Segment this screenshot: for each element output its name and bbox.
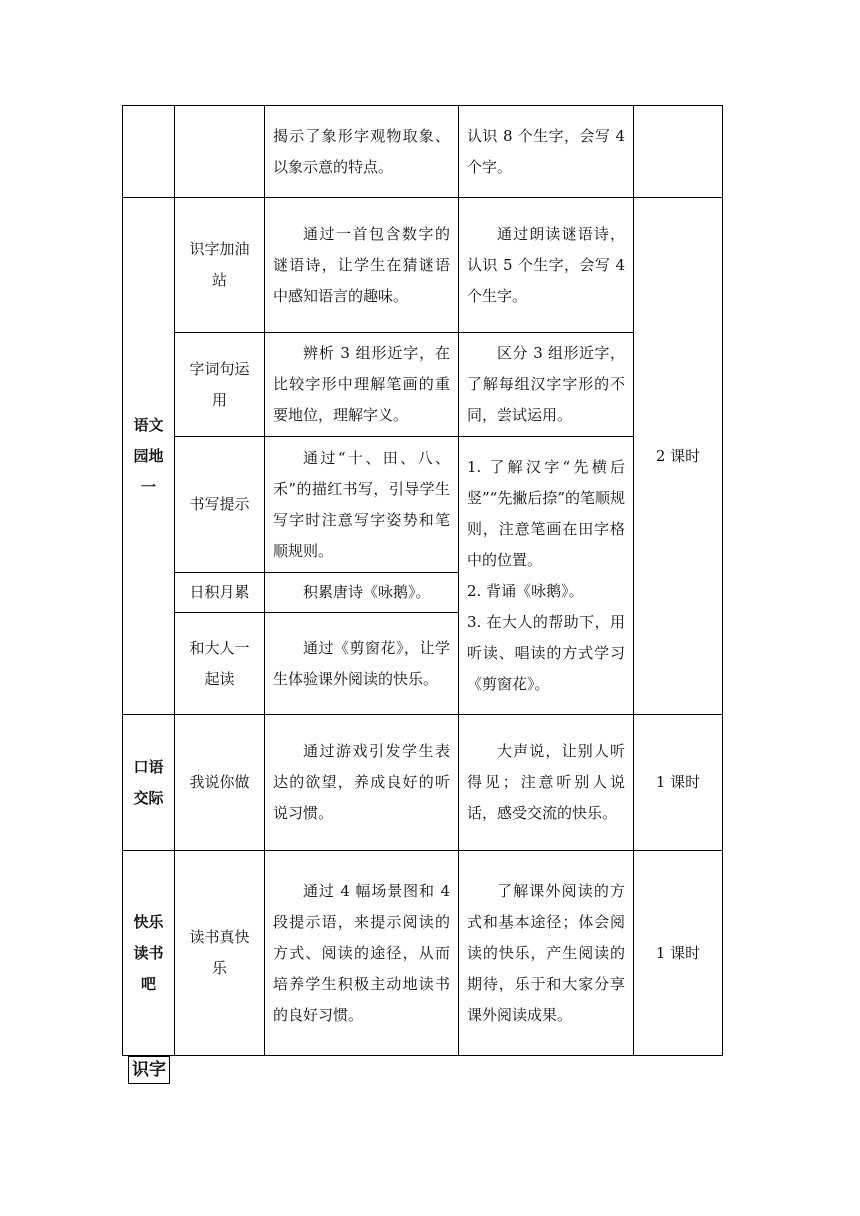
- hours-cell: 1 课时: [634, 715, 723, 851]
- empty-cell: [634, 106, 723, 198]
- sub-item-name: 读书真快乐: [175, 851, 265, 1056]
- objective-cell: 区分 3 组形近字，了解每组汉字字形的不同，尝试运用。: [459, 333, 634, 437]
- table-row: [123, 106, 723, 198]
- table-row: [123, 333, 723, 437]
- sub-item-name: 书写提示: [175, 437, 265, 573]
- goal-cell: 辨析 3 组形近字，在比较字形中理解笔画的重要地位，理解字义。: [265, 333, 459, 437]
- goal-cell: 通过《剪窗花》，让学生体验课外阅读的快乐。: [265, 613, 459, 715]
- table-row: [123, 437, 723, 573]
- table-row: [123, 715, 723, 851]
- table-row: [123, 198, 723, 333]
- objective-line: 1. 了解汉字“先横后竖”“先撇后捺”的笔顺规则，注意笔画在田字格中的位置。: [467, 457, 626, 569]
- goal-cell: 通过“十、田、八、禾”的描红书写，引导学生写字时注意写字姿势和笔顺规则。: [265, 437, 459, 573]
- table-row: [123, 851, 723, 1056]
- objective-cell: 通过朗读谜语诗，认识 5 个生字，会写 4 个生字。: [459, 198, 634, 333]
- sub-item-name: 识字加油站: [175, 198, 265, 333]
- goal-cell: 通过一首包含数字的谜语诗，让学生在猜谜语中感知语言的趣味。: [265, 198, 459, 333]
- objective-line: 2. 背诵《咏鹅》。: [467, 581, 584, 600]
- objective-line: 3. 在大人的帮助下，用听读、唱读的方式学习《剪窗花》。: [467, 612, 625, 693]
- empty-cell: [175, 106, 265, 198]
- sub-item-name: 日积月累: [175, 573, 265, 613]
- goal-cell: 积累唐诗《咏鹅》。: [265, 573, 459, 613]
- category-cell: 快乐读书吧: [123, 851, 175, 1056]
- goal-cell: 通过游戏引发学生表达的欲望，养成良好的听说习惯。: [265, 715, 459, 851]
- section-heading: 识字: [128, 1056, 170, 1084]
- goal-cell: 揭示了象形字观物取象、以象示意的特点。: [265, 106, 459, 198]
- merged-objective-cell: [459, 437, 634, 715]
- category-cell: 口语交际: [123, 715, 175, 851]
- sub-item-name: 我说你做: [175, 715, 265, 851]
- objective-cell: 大声说，让别人听得见；注意听别人说话，感受交流的快乐。: [459, 715, 634, 851]
- unit-plan-table: [122, 105, 723, 1056]
- goal-cell: 通过 4 幅场景图和 4 段提示语，来提示阅读的方式、阅读的途径，从而培养学生积极主动地读书的良好习惯。: [265, 851, 459, 1056]
- objective-cell: 认识 8 个生字，会写 4 个字。: [459, 106, 634, 198]
- category-cell: 语文园地一: [123, 198, 175, 715]
- sub-item-name: 和大人一起读: [175, 613, 265, 715]
- hours-cell: 1 课时: [634, 851, 723, 1056]
- sub-item-name: 字词句运用: [175, 333, 265, 437]
- hours-cell: 2 课时: [634, 198, 723, 715]
- empty-cell: [123, 106, 175, 198]
- objective-cell: 了解课外阅读的方式和基本途径；体会阅读的快乐，产生阅读的期待，乐于和大家分享课外阅读成果。: [459, 851, 634, 1056]
